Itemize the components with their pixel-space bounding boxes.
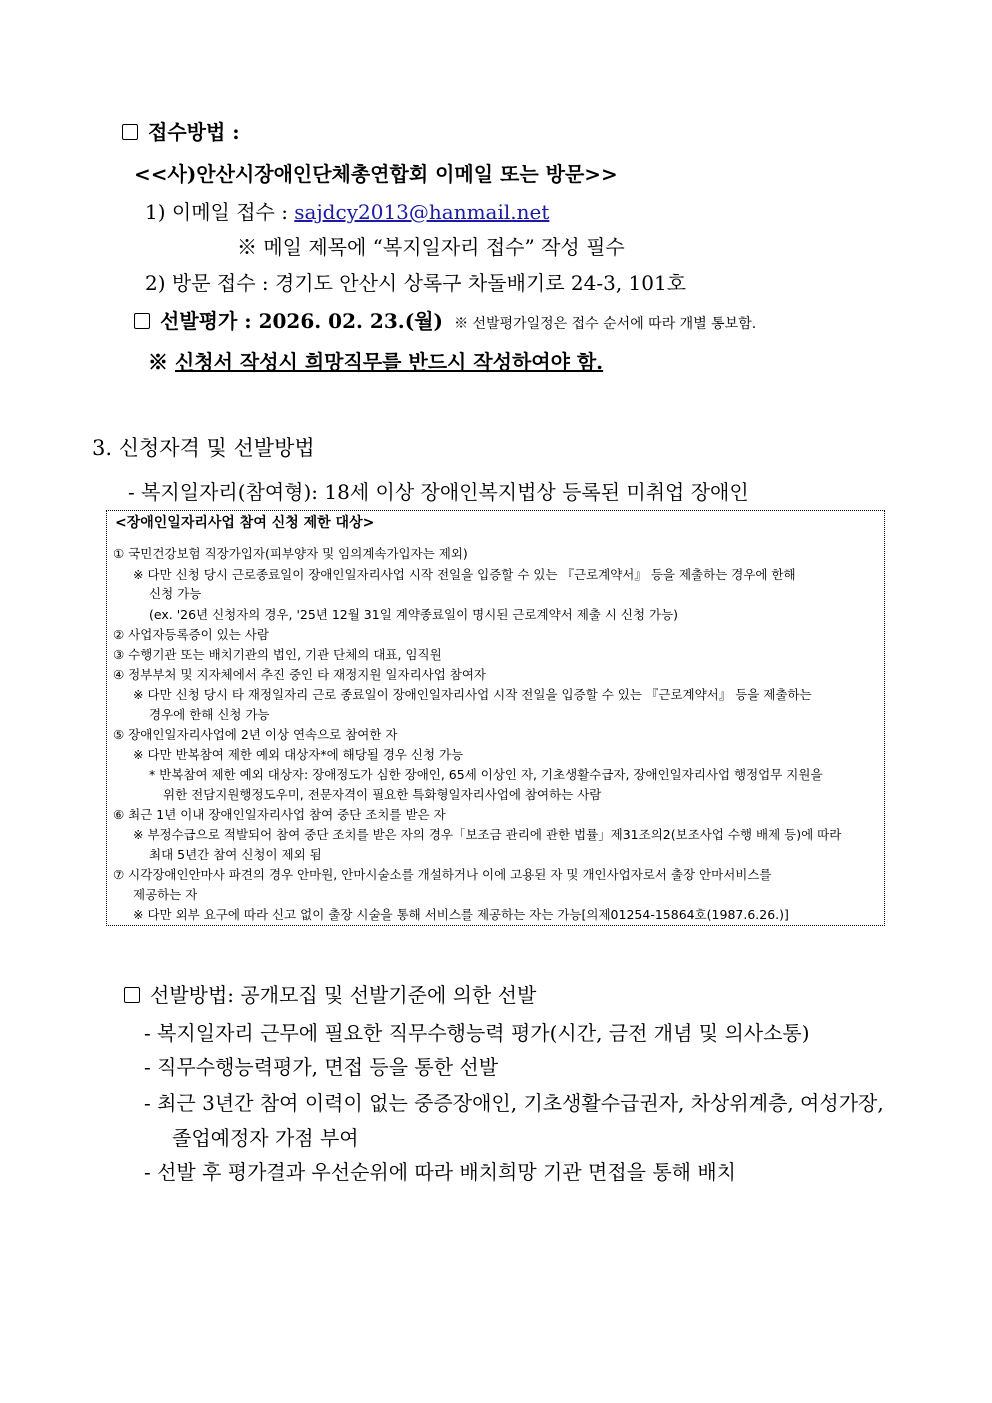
restriction-item: ③ 수행기관 또는 배치기관의 법인, 기관 단체의 대표, 임직원 xyxy=(113,647,442,662)
restriction-item: ④ 정부부처 및 지자체에서 추진 중인 타 재정지원 일자리사업 참여자 xyxy=(113,667,486,682)
restriction-item: ⑥ 최근 1년 이내 장애인일자리사업 참여 중단 조치를 받은 자 xyxy=(113,807,446,822)
checkbox-icon xyxy=(122,124,138,140)
restriction-note: ※ 다만 외부 요구에 따라 신고 없이 출장 시술을 통해 서비스를 제공하는 자는 가능[의제01254-15864호(1987.6.26.)] xyxy=(133,907,789,922)
restriction-item: ⑦ 시각장애인안마사 파견의 경우 안마원, 안마시술소를 개설하거나 이에 고용된 자 및 개인사업자로서 출장 안마서비스를 xyxy=(113,867,772,882)
evaluation-line xyxy=(134,305,756,334)
email-link[interactable]: sajdcy2013@hanmail.net xyxy=(294,200,550,224)
restriction-subnote: 위한 전담지원행정도우미, 전문자격이 필요한 특화형일자리사업에 참여하는 사람 xyxy=(163,787,602,802)
selection-heading-text: 선발방법: 공개모집 및 선발기준에 의한 선발 xyxy=(150,983,537,1007)
selection-item: - 직무수행능력평가, 면접 등을 통한 선발 xyxy=(144,1055,499,1079)
restriction-item: ② 사업자등록증이 있는 사람 xyxy=(113,627,269,642)
restriction-note: 경우에 한해 신청 가능 xyxy=(149,707,270,722)
email-note: ※ 메일 제목에 “복지일자리 접수” 작성 필수 xyxy=(237,235,625,259)
selection-item-cont: 졸업예정자 가점 부여 xyxy=(172,1126,359,1150)
reception-org-line: <<사)안산시장애인단체총연합회 이메일 또는 방문>> xyxy=(134,162,618,186)
section-title: 3. 신청자격 및 선발방법 xyxy=(92,436,315,460)
reception-heading-text: 접수방법 : xyxy=(148,120,240,144)
restriction-box xyxy=(106,510,885,926)
checkbox-icon xyxy=(134,313,150,329)
restriction-note: ※ 부정수급으로 적발되어 참여 중단 조치를 받은 자의 경우「보조금 관리에 관한 법률」제31조의2(보조사업 수행 배제 등)에 따라 xyxy=(133,827,842,842)
warning-mark: ※ xyxy=(148,350,168,374)
restriction-box-title: <장애인일자리사업 참여 신청 제한 대상> xyxy=(115,515,375,531)
restriction-note: ※ 다만 신청 당시 근로종료일이 장애인일자리사업 시작 전일을 입증할 수 있는 『근로계약서』 등을 제출하는 경우에 한해 xyxy=(133,567,796,582)
reception-heading xyxy=(122,116,240,145)
selection-item: - 복지일자리 근무에 필요한 직무수행능력 평가(시간, 금전 개념 및 의사소통) xyxy=(144,1021,810,1045)
restriction-note: (ex. '26년 신청자의 경우, '25년 12월 31일 계약종료일이 명시된 근로계약서 제출 시 신청 가능) xyxy=(149,607,679,622)
warning-text: 신청서 작성시 희망직무를 반드시 작성하여야 함. xyxy=(174,350,604,374)
evaluation-note: ※ 선발평가일정은 접수 순서에 따라 개별 통보함. xyxy=(454,316,757,332)
restriction-note: 최대 5년간 참여 신청이 제외 됨 xyxy=(149,847,322,862)
restriction-note: ※ 다만 신청 당시 타 재정일자리 근로 종료일이 장애인일자리사업 시작 전일을 입증할 수 있는 『근로계약서』 등을 제출하는 xyxy=(133,687,812,702)
selection-item: - 선발 후 평가결과 우선순위에 따라 배치희망 기관 면접을 통해 배치 xyxy=(144,1160,736,1184)
eligibility-line: - 복지일자리(참여형): 18세 이상 장애인복지법상 등록된 미취업 장애인 xyxy=(128,480,749,504)
checkbox-icon xyxy=(124,987,140,1003)
email-label: 1) 이메일 접수 : xyxy=(145,200,295,224)
warning-line xyxy=(148,346,603,375)
restriction-note: 신청 가능 xyxy=(149,586,202,601)
email-reception xyxy=(145,196,549,225)
restriction-item: ① 국민건강보험 직장가입자(피부양자 및 임의계속가입자는 제외) xyxy=(113,546,468,561)
selection-item: - 최근 3년간 참여 이력이 없는 중증장애인, 기초생활수급권자, 차상위계층, 여성가장, xyxy=(144,1091,884,1115)
restriction-subnote: * 반복참여 제한 예외 대상자: 장애정도가 심한 장애인, 65세 이상인 자, 기초생활수급자, 장애인일자리사업 행정업무 지원을 xyxy=(149,767,823,782)
restriction-item-cont: 제공하는 자 xyxy=(133,887,198,902)
visit-reception: 2) 방문 접수 : 경기도 안산시 상록구 차돌배기로 24-3, 101호 xyxy=(145,271,687,295)
restriction-item: ⑤ 장애인일자리사업에 2년 이상 연속으로 참여한 자 xyxy=(113,727,398,742)
evaluation-heading: 선발평가 : 2026. 02. 23.(월) xyxy=(160,309,443,333)
restriction-note: ※ 다만 반복참여 제한 예외 대상자*에 해당될 경우 신청 가능 xyxy=(133,747,464,762)
selection-heading xyxy=(124,979,536,1008)
